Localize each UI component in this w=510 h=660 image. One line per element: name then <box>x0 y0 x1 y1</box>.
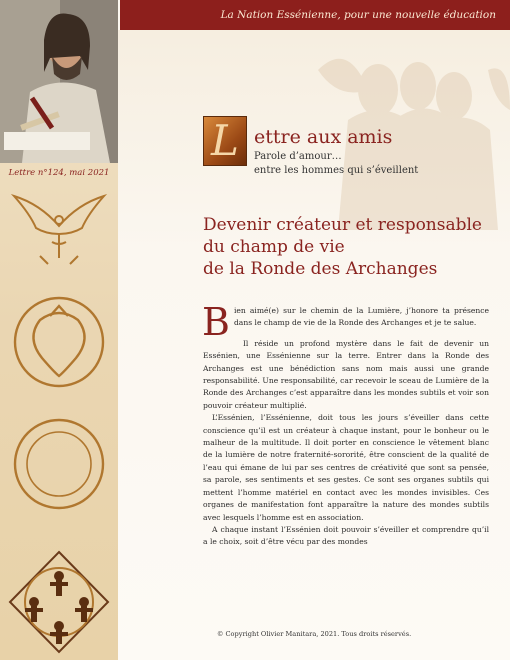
header-drop-letter: L <box>203 116 247 166</box>
body-paragraph: A chaque instant l’Essénien doit pouvoir s’éveiller et comprendre qu’il a le choix, soit d’être vécu par des mondes <box>203 524 489 547</box>
first-paragraph <box>202 300 489 344</box>
body-paragraph: Il réside un profond mystère dans le fait de devenir un Essénien, une Essénienne sur la terre. Entrer dans la Ronde des Archanges est une bénédiction sans nom mais aussi une grande responsabilité. Une responsabilité, car recevoir le sceau de Lumière de la Ronde des Archanges c’est apparaître dans les mondes subtils et voir son pouvoir créateur multiplié. <box>203 338 489 410</box>
letter-title: ettre aux amis <box>254 126 393 148</box>
letter-subtitle-line2: entre les hommes qui s’éveillent <box>254 165 419 176</box>
serpent-circle-icon <box>0 292 118 392</box>
article-title <box>203 214 493 280</box>
letter-subtitle-line1: Parole d’amour… <box>254 151 342 162</box>
sidebar <box>0 0 118 660</box>
article-title-line: Devenir créateur et responsable <box>203 215 482 235</box>
article-title-line: du champ de vie <box>203 237 345 257</box>
first-paragraph-text: ien aimé(e) sur le chemin de la Lumière, j’honore ta présence dans le champ de vie de la Ronde des Archanges et je te salue. <box>233 306 489 328</box>
article-body <box>202 300 489 549</box>
ring-circle-icon <box>0 414 118 514</box>
author-photo <box>0 0 118 163</box>
article-dropcap: B <box>202 300 230 344</box>
top-banner <box>120 0 510 30</box>
dove-icon <box>0 186 118 276</box>
issue-number: Lettre n°124, mai 2021 <box>8 168 110 178</box>
banner-tagline: La Nation Essénienne, pour une nouvelle éducation <box>220 9 496 21</box>
body-paragraph: L’Essénien, l’Essénienne, doit tous les jours s’éveiller dans cette conscience qu’il est un créateur à chaque instant, pour le bonheur ou le malheur de la multitude. Il doit porter en conscience le vêtement blanc de la lumière de notre fraternité-sororité, être conscient de la qualité de l’eau qui émane de lui par ses centres de créativité que sont sa pensée, sa parole, ses sentiments et ses gestes. Ce sont ses organes subtils qui mettent l’homme matériel en contact avec les mondes invisibles. Ces organes de manifestation font apparaître la nature des mondes subtils avec lesquels l’homme est en association. <box>203 413 489 522</box>
ankh-emblem-icon <box>0 546 118 660</box>
copyright-notice: © Copyright Olivier Manitara, 2021. Tous droits réservés. <box>216 630 412 638</box>
article-title-line: de la Ronde des Archanges <box>203 259 438 279</box>
